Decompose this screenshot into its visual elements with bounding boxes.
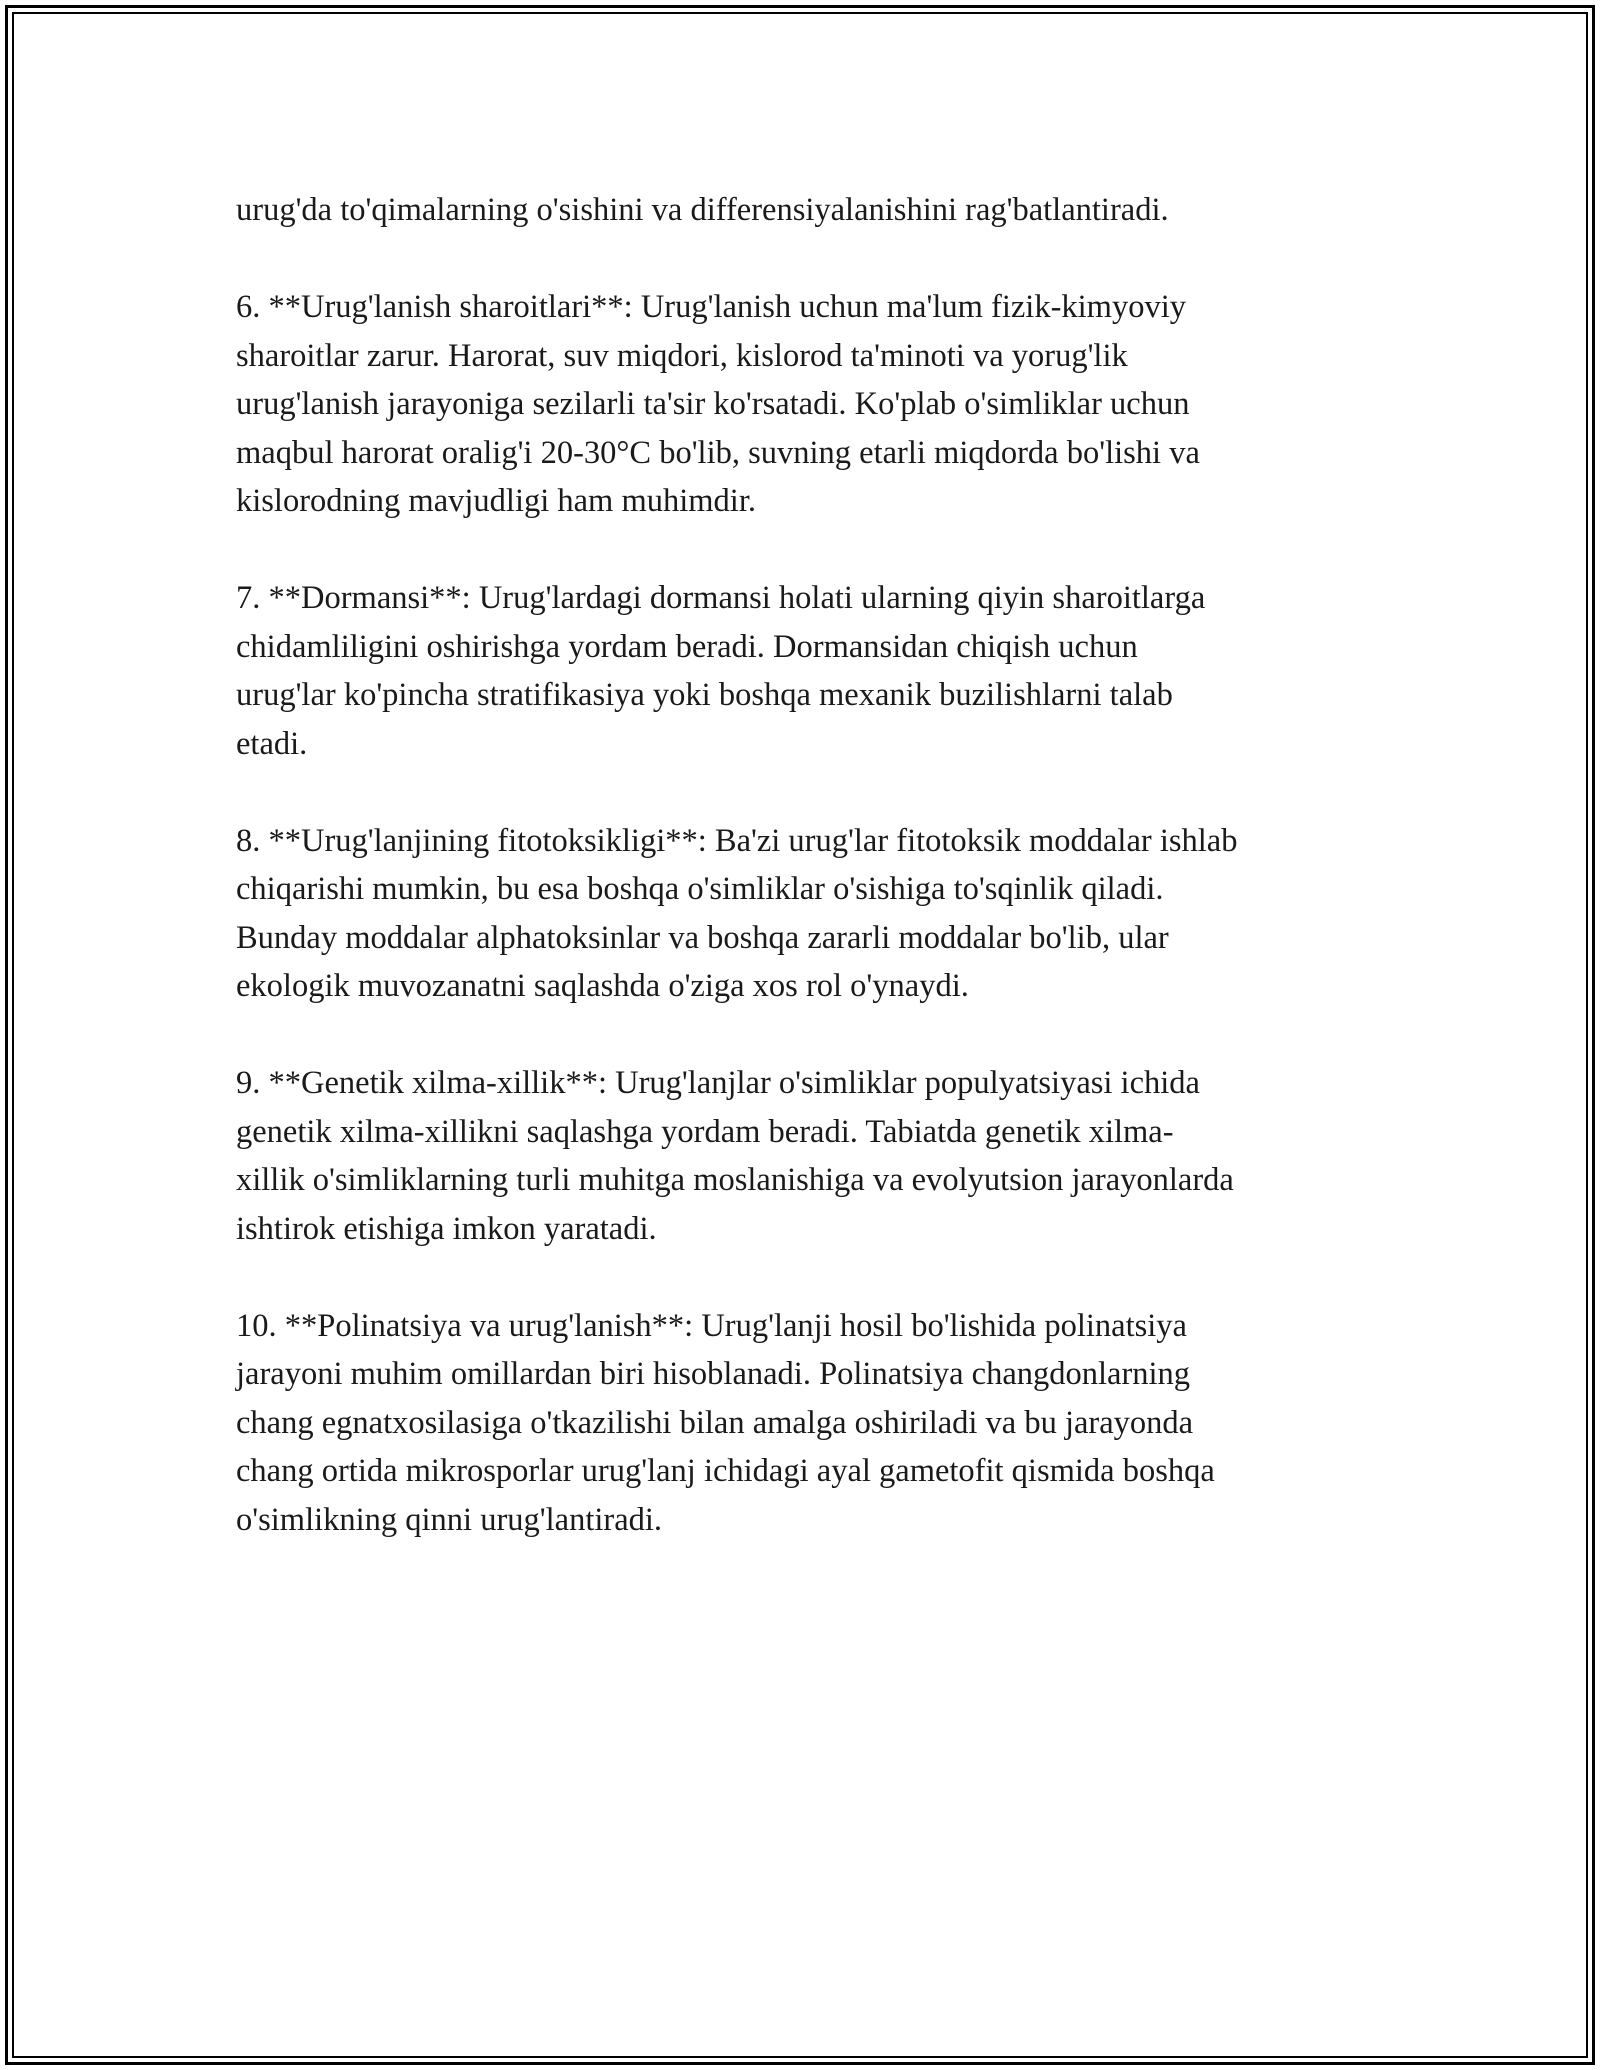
- paragraph-item-6: [236, 283, 1386, 526]
- text-line: chang egnatxosilasiga o'tkazilishi bilan amalga oshiriladi va bu jarayonda: [236, 1404, 1194, 1441]
- text-line: maqbul harorat oralig'i 20-30°C bo'lib, suvning etarli miqdorda bo'lishi va: [236, 434, 1200, 471]
- text-line: xillik o'simliklarning turli muhitga moslanishiga va evolyutsion jarayonlarda: [236, 1162, 1234, 1198]
- text-line: chidamliligini oshirishga yordam beradi. Dormansidan chiqish uchun: [236, 628, 1138, 665]
- text-line: ishtirok etishiga imkon yaratadi.: [236, 1210, 657, 1247]
- text-line: 6. **Urug'lanish sharoitlari**: Urug'lanish uchun ma'lum fizik-kimyoviy: [236, 289, 1186, 325]
- paragraph-item-9: [236, 1059, 1386, 1253]
- text-line: 8. **Urug'lanjining fitotoksikligi**: Ba'zi urug'lar fitotoksik moddalar ishlab: [236, 822, 1238, 859]
- text-line: 10. **Polinatsiya va urug'lanish**: Urug'lanji hosil bo'lishida polinatsiya: [236, 1307, 1187, 1344]
- paragraph-item-7: [236, 574, 1386, 768]
- text-line: o'simlikning qinni urug'lantiradi.: [236, 1501, 663, 1538]
- paragraph-item-8: [236, 817, 1386, 1011]
- text-line: sharoitlar zarur. Harorat, suv miqdori, kislorod ta'minoti va yorug'lik: [236, 337, 1128, 374]
- text-line: jarayoni muhim omillardan biri hisoblanadi. Polinatsiya changdonlarning: [236, 1356, 1191, 1392]
- text-line: 7. **Dormansi**: Urug'lardagi dormansi holati ularning qiyin sharoitlarga: [236, 580, 1206, 616]
- text-line: chiqarishi mumkin, bu esa boshqa o'simliklar o'sishiga to'sqinlik qiladi.: [236, 871, 1164, 907]
- text-line: urug'lanish jarayoniga sezilarli ta'sir ko'rsatadi. Ko'plab o'simliklar uchun: [236, 386, 1190, 422]
- text-line: Bunday moddalar alphatoksinlar va boshqa zararli moddalar bo'lib, ular: [236, 919, 1169, 956]
- text-line: ekologik muvozanatni saqlashda o'ziga xos rol o'ynaydi.: [236, 968, 969, 1004]
- text-line: urug'lar ko'pincha stratifikasiya yoki boshqa mexanik buzilishlarni talab: [236, 677, 1173, 713]
- text-line: genetik xilma-xillikni saqlashga yordam beradi. Tabiatda genetik xilma-: [236, 1113, 1174, 1150]
- text-line: urug'da to'qimalarning o'sishini va differensiyalanishini rag'batlantiradi.: [236, 192, 1169, 228]
- text-line: 9. **Genetik xilma-xillik**: Urug'lanjlar o'simliklar populyatsiyasi ichida: [236, 1065, 1200, 1101]
- text-line: kislorodning mavjudligi ham muhimdir.: [236, 483, 756, 519]
- text-line: etadi.: [236, 725, 308, 762]
- text-line: chang ortida mikrosporlar urug'lanj ichidagi ayal gametofit qismida boshqa: [236, 1453, 1215, 1489]
- paragraph-item-10: [236, 1302, 1386, 1545]
- paragraph-continuation: [236, 186, 1386, 235]
- document-body: [236, 186, 1386, 1593]
